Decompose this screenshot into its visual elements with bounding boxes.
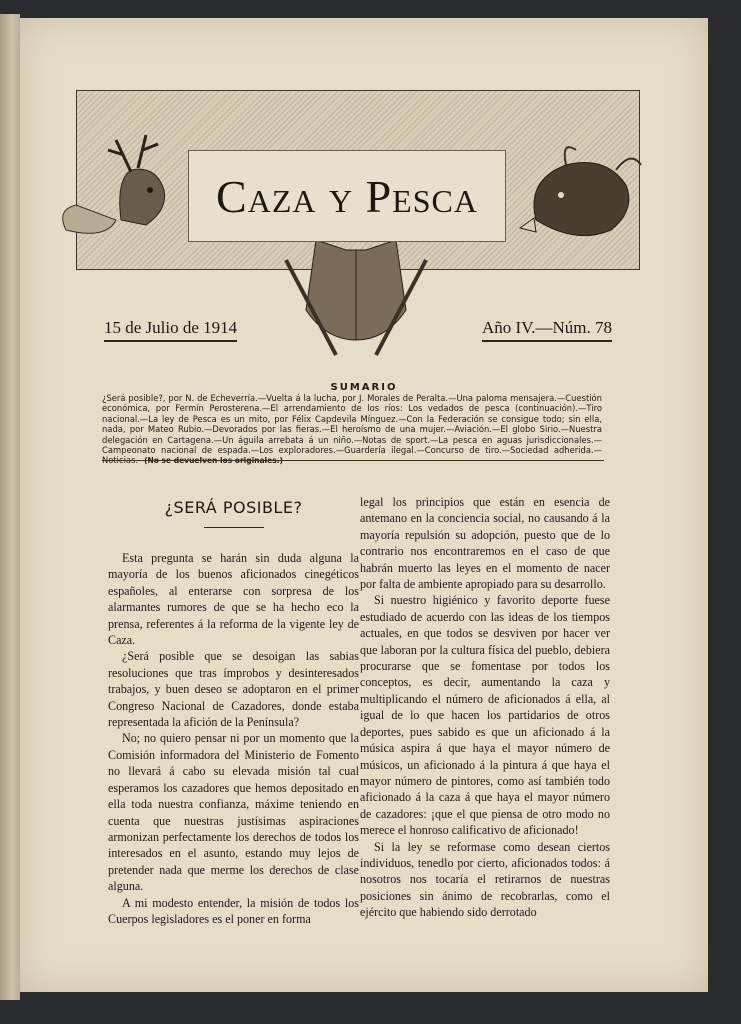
hunting-vest-icon (266, 230, 446, 360)
article-column-right (360, 494, 610, 921)
paragraph: legal los principios que están en esencia de antemano en la conciencia social, no causando á la mayoría repulsión su adopción, puesto que de lo contrario nos encontraremos en el caso de que habrán muerto las leyes en el momento de nacer por falta de ambiente apropiado para su desarrollo. (360, 495, 610, 592)
article-title: ¿SERÁ POSIBLE? (164, 498, 303, 517)
paragraph: Esta pregunta se harán sin duda alguna la mayoría de los buenos aficionados cinegéticos españoles, al enterarse con sorpresa de los alarmantes rumores de que se ha hecho eco la prensa, referentes á la reforma de la vigente ley de Caza. (108, 551, 359, 648)
title-plate (188, 150, 506, 242)
magazine-page (20, 18, 708, 992)
masthead (76, 90, 640, 286)
paragraph: Si la ley se reformase como desean ciertos individuos, tenedlo por cierto, aficionados todos: á nosotros nos tocaría el retirarnos de nuestras posiciones sin ánimo de recobrarlas, como el ejército que habiendo sido derrotado (360, 839, 610, 920)
magazine-title: Caza y Pesca (216, 170, 478, 222)
article-title-rule (204, 527, 264, 528)
paragraph: A mi modesto entender, la misión de todos los Cuerpos legisladores es el poner en forma (108, 895, 359, 926)
deer-head-icon (46, 110, 196, 260)
paragraph: No; no quiero pensar ni por un momento que la Comisión informadora del Ministerio de Fomento no llevará á cabo su elevada misión tal cual esperamos los cazadores que hemos depositado en ella toda nuestra confianza, máxime teniendo en cuenta que nuestras justísimas aspiraciones armonizan perfectamente los derechos de todos los interesados en el asunto, estando muy lejos de pretender nada que merme los derechos de clase alguna. (108, 731, 359, 894)
issue-date: 15 de Julio de 1914 (104, 318, 237, 342)
sumario-rule (102, 460, 604, 461)
paragraph: Si nuestro higiénico y favorito deporte fuese estudiado de acuerdo con las ideas de los tiempos actuales, en que todos se desviven por hacer ver que laboran por la cultura física del pueblo, debiera procurarse que se fomentase por todos los conceptos, es decir, aumentando la caza y multiplicando el número de aficionados á ella, al igual de lo que hacen los partidarios de otros deportes, pues sabido es que un aficionado á la música aspira á que haya el mayor número de músicos, un aficionado á la pintura á que haya el mayor número de pintores, como así también todo aficionado á la caza á que haya el mayor número de cazadores: ¡que el que piensa de otro modo no merece el honroso calificativo de aficionado! (360, 593, 610, 838)
sumario-text (102, 393, 602, 467)
issue-number: Año IV.—Núm. 78 (482, 318, 612, 342)
sumario-note: (No se devuelven los originales.) (144, 456, 283, 466)
sumario-heading: SUMARIO (330, 382, 398, 393)
book-spine (0, 14, 20, 1000)
sumario-body: ¿Será posible?, por N. de Echeverría.—Vuelta á la lucha, por J. Morales de Peralta.—Una paloma mensajera.—Cuestión económica, por Fermín Perosterena.—El arrendamiento de los ríos: Los vedados de pesca (continuación).—Tiro nacional.—La ley de Pesca es un mito, por Félix Capdevila Mínguez.—Con la Federación se consigue todo; sin ella, nada, por Mateo Rubio.—Devorados por las fieras.—El heroísmo de una mujer.—Aviación.—El globo Sirio.—Nuestra delegación en Cartagena.—Un águila arrebata á un niño.—Notas de sport.—La pesca en aguas jurisdiccionales.—Campeonato nacional de espada.—Los exploradores.—Guardería ilegal.—Concurso de tiro.—Sociedad adherida.—Noticias. (102, 393, 602, 466)
paragraph: ¿Será posible que se desoigan las sabias resoluciones que tras ímprobos y desinteresados trabajos, y buen deseo se adoptaron en el primer Congreso Nacional de Cazadores, donde estaba representada la afición de la Península? (108, 649, 359, 730)
article-column-left (108, 550, 359, 927)
boar-head-icon (506, 110, 656, 260)
